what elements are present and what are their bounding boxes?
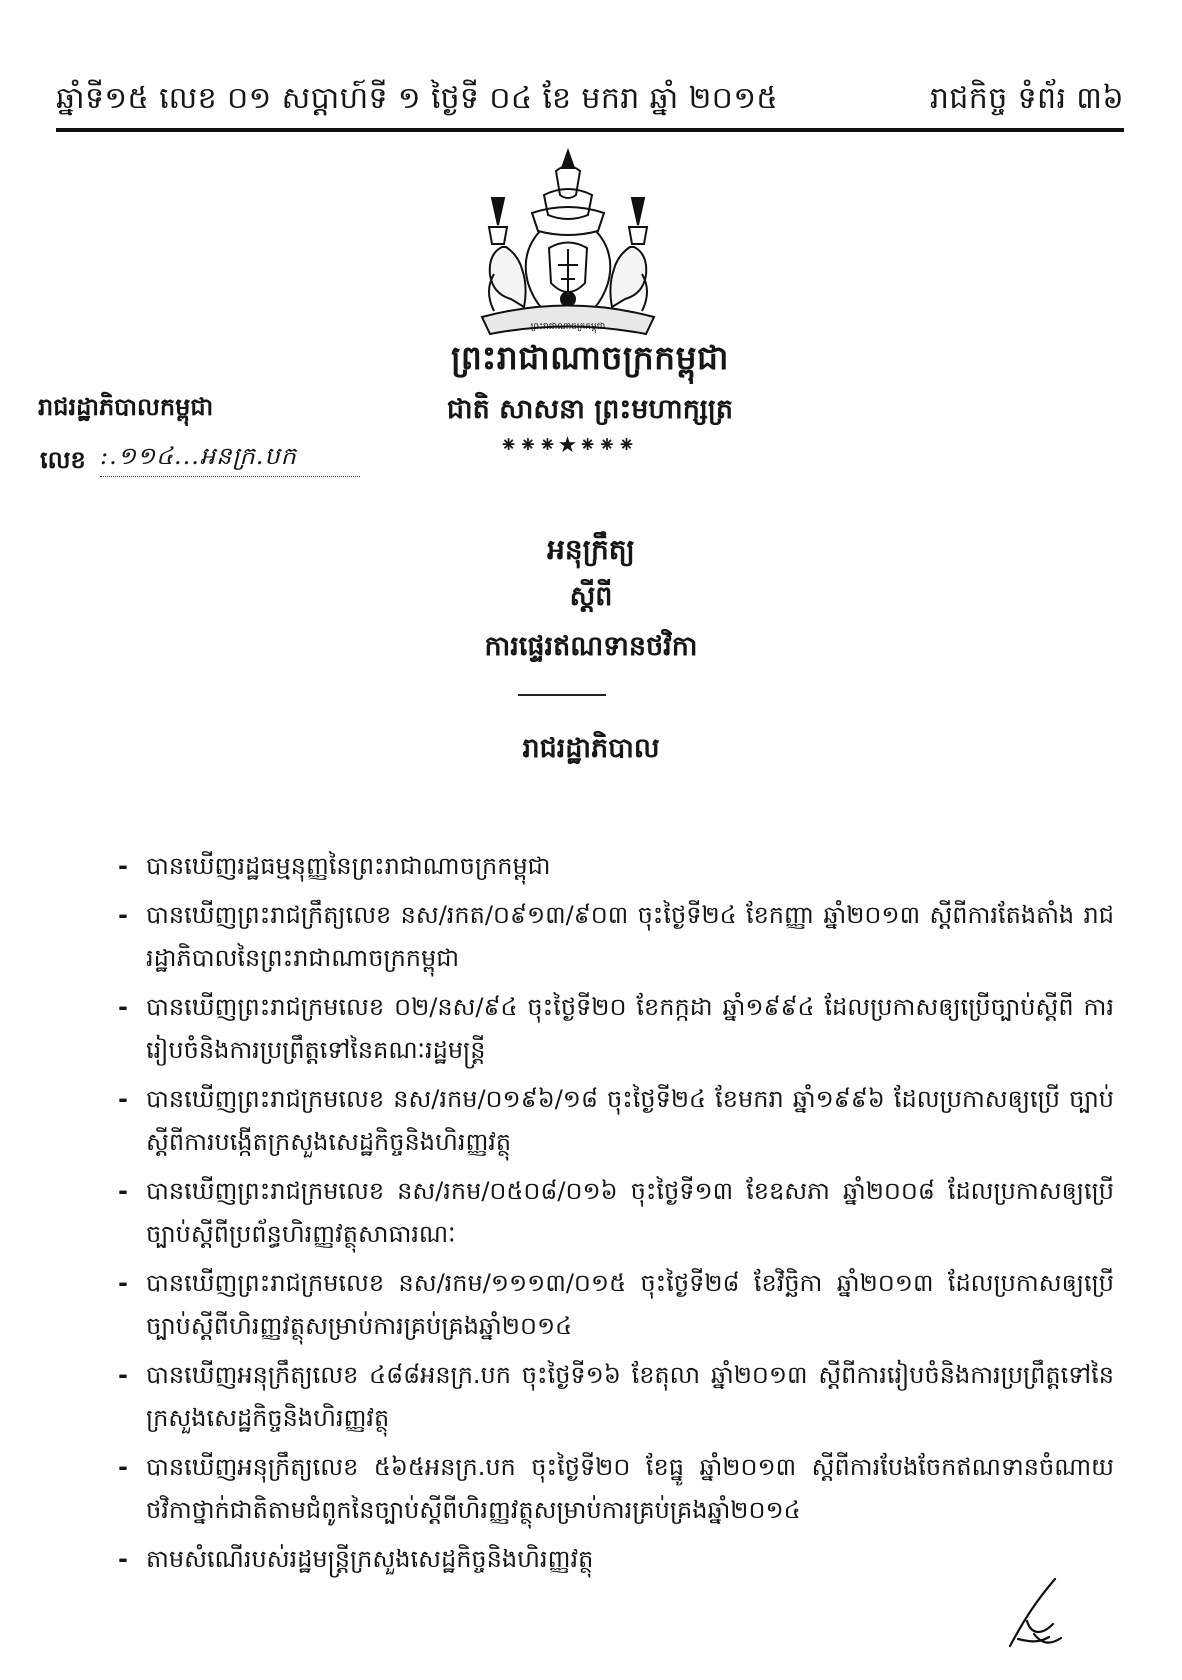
bullet-mark: - <box>118 852 128 880</box>
issuing-government: រាជរដ្ឋាភិបាលកម្ពុជា <box>38 393 214 421</box>
document-authority: រាជរដ្ឋាភិបាល <box>522 733 660 764</box>
gazette-header <box>56 72 1124 130</box>
clause-text: បានឃើញរដ្ឋធម្មនុញ្ញនៃព្រះរាជាណាចក្រកម្ពុជា <box>146 852 551 880</box>
separator-line <box>518 694 606 696</box>
kingdom-title: ព្រះរាជាណាចក្រកម្ពុជា <box>451 338 729 377</box>
emblem-lettering: ព្រះរាជាណាចក្រកម្ពុជា <box>530 322 606 332</box>
list-item <box>118 1262 1114 1348</box>
bullet-mark: - <box>118 1085 128 1113</box>
document-type: អនុក្រឹត្យ <box>547 533 635 566</box>
list-item <box>118 845 1114 888</box>
bullet-mark: - <box>118 1545 128 1573</box>
clause-text: បានឃើញអនុក្រឹត្យលេខ ៤៨៨អនក្រ.បក ចុះថ្ងៃទី១៦ ខែតុលា ឆ្នាំ២០១៣ ស្តីពីការរៀបចំនិងការប្រព្រឹត្តទៅនៃ ក្រសួងសេដ្ឋកិច្ចនិងហិរញ្ញវត្ថុ <box>146 1361 1114 1432</box>
clause-text: បានឃើញព្រះរាជក្រមលេខ ០២/នស/៩៤ ចុះថ្ងៃទី២០ ខែកក្កដា ឆ្នាំ១៩៩៤ ដែលប្រកាសឲ្យប្រើច្បាប់ស្តីពី ការរៀបចំនិងការប្រព្រឹត្តទៅនៃគណៈរដ្ឋមន្ត្រី <box>146 993 1114 1064</box>
list-item <box>118 894 1114 980</box>
bullet-mark: - <box>118 901 128 929</box>
bullet-mark: - <box>118 993 128 1021</box>
list-item <box>118 986 1114 1072</box>
list-item <box>118 1170 1114 1256</box>
clause-text: បានឃើញអនុក្រឹត្យលេខ ៥៦៥អនក្រ.បក ចុះថ្ងៃទី២០ ខែធ្នូ ឆ្នាំ២០១៣ ស្តីពីការបែងចែកឥណទានចំណាយ ថវិកាថ្នាក់ជាតិតាមជំពូកនៃច្បាប់ស្តីពីហិរញ្ញវត្ថុសម្រាប់ការគ្រប់គ្រងឆ្នាំ២០១៤ <box>146 1453 1114 1524</box>
list-item <box>118 1446 1114 1532</box>
clause-text: បានឃើញព្រះរាជក្រឹត្យលេខ នស/រកត/០៩១៣/៩០៣ ចុះថ្ងៃទី២៤ ខែកញ្ញា ឆ្នាំ២០១៣ ស្តីពីការតែងតាំង រាជរដ្ឋាភិបាលនៃព្រះរាជាណាចក្រកម្ពុជា <box>146 901 1114 972</box>
document-about-label: ស្តីពី <box>569 581 613 612</box>
gazette-page-number: រាជកិច្ច ទំព័រ ៣៦ <box>929 81 1124 116</box>
preamble-clauses <box>118 845 1114 1587</box>
header-rule <box>56 128 1124 132</box>
clause-text: បានឃើញព្រះរាជក្រមលេខ នស/រកម/០៥០៨/០១៦ ចុះថ្ងៃទី១៣ ខែឧសភា ឆ្នាំ២០០៨ ដែលប្រកាសឲ្យប្រើ ច្បាប់ស្តីពីប្រព័ន្ធហិរញ្ញវត្ថុសាធារណៈ <box>146 1177 1114 1248</box>
bullet-mark: - <box>118 1453 128 1481</box>
reference-label: លេខ <box>40 446 86 474</box>
list-item <box>118 1354 1114 1440</box>
bullet-mark: - <box>118 1269 128 1297</box>
bullet-mark: - <box>118 1361 128 1389</box>
decorative-ornament: ⁕⁕⁕★⁕⁕⁕ <box>499 433 637 458</box>
handwritten-initial-signature <box>1000 1576 1070 1654</box>
bullet-mark: - <box>118 1177 128 1205</box>
clause-text: បានឃើញព្រះរាជក្រមលេខ នស/រកម/១១១៣/០១៥ ចុះថ្ងៃទី២៨ ខែវិច្ឆិកា ឆ្នាំ២០១៣ ដែលប្រកាសឲ្យប្រើ ច្បាប់ស្តីពីហិរញ្ញវត្ថុសម្រាប់ការគ្រប់គ្រងឆ្នាំ២០១៤ <box>146 1269 1114 1340</box>
reference-number: :.១១៤...អនក្រ.បក <box>100 441 360 477</box>
gazette-issue-info: ឆ្នាំទី១៥ លេខ ០១ សប្តាហ៍ទី ១ ថ្ងៃទី ០៤ ខែ មករា ឆ្នាំ ២០១៥ <box>56 81 779 116</box>
royal-arms-emblem <box>470 143 666 343</box>
document-subject: ការផ្ទេរឥណទានថវិកា <box>484 631 698 662</box>
clause-text: តាមសំណើរបស់រដ្ឋមន្ត្រីក្រសួងសេដ្ឋកិច្ចនិងហិរញ្ញវត្ថុ <box>146 1545 594 1573</box>
national-motto: ជាតិ សាសនា ព្រះមហាក្សត្រ <box>446 394 734 425</box>
list-item <box>118 1538 1114 1581</box>
clause-text: បានឃើញព្រះរាជក្រមលេខ នស/រកម/០១៩៦/១៨ ចុះថ្ងៃទី២៤ ខែមករា ឆ្នាំ១៩៩៦ ដែលប្រកាសឲ្យប្រើ ច្បាប់ស្តីពីការបង្កើតក្រសួងសេដ្ឋកិច្ចនិងហិរញ្ញវត្ថុ <box>146 1085 1114 1156</box>
list-item <box>118 1078 1114 1164</box>
